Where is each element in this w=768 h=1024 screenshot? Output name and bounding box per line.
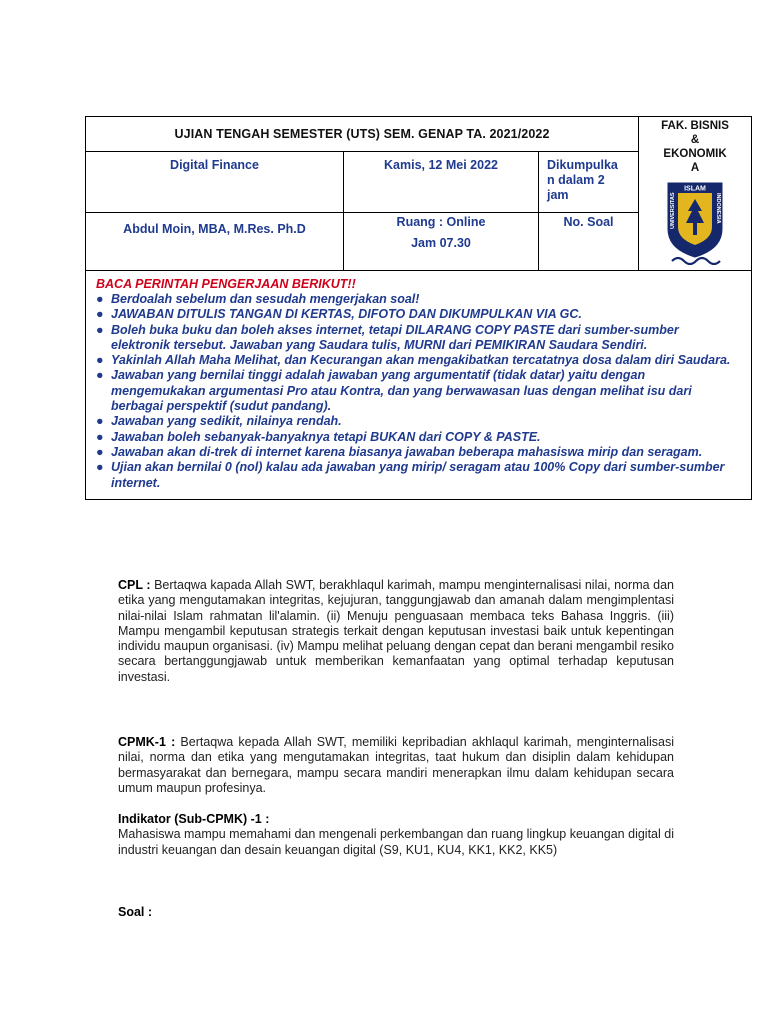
- instruction-item: ● Jawaban yang sedikit, nilainya rendah.: [96, 414, 342, 429]
- cpl-paragraph: [118, 578, 674, 685]
- deadline-line-3: jam: [547, 188, 569, 202]
- deadline-cell: [539, 152, 639, 213]
- cpmk-paragraph: [118, 735, 674, 796]
- bullet-icon: ●: [96, 322, 104, 337]
- instructions-list: [96, 292, 741, 491]
- bullet-icon: ●: [96, 368, 104, 383]
- bullet-icon: ●: [96, 414, 104, 429]
- bullet-icon: ●: [96, 307, 104, 322]
- faculty-line-4: A: [690, 162, 700, 174]
- exam-room: Ruang : Online: [396, 215, 486, 229]
- soal-paragraph: [118, 905, 674, 920]
- indikator-paragraph: [118, 812, 674, 858]
- cpmk-label: CPMK-1 :: [118, 735, 176, 749]
- room-time-cell: [344, 213, 539, 271]
- instruction-item: ● Ujian akan bernilai 0 (nol) kalau ada jawaban yang mirip/ seragam atau 100% Copy dari sumber-sumber internet.: [96, 460, 725, 490]
- bullet-icon: ●: [96, 353, 104, 368]
- faculty-line-3: EKONOMIK: [663, 148, 727, 160]
- indikator-label: Indikator (Sub-CPMK) -1 :: [118, 812, 270, 826]
- bullet-icon: ●: [96, 460, 104, 475]
- bullet-icon: ●: [96, 429, 104, 444]
- deadline-line-1: Dikumpulka: [547, 158, 618, 172]
- instruction-item: ● Boleh buka buku dan boleh akses internet, tetapi DILARANG COPY PASTE dari sumber-sumber elektronik tersebut. Jawaban yang Saudara tulis, MURNI dari PEMIKIRAN Saudara Sendiri.: [96, 322, 679, 352]
- cpmk-text: Bertaqwa kepada Allah SWT, memiliki kepribadian akhlaqul karimah, menginternalisasi nilai, norma dan etika yang mengutamakan integritas, taat hukum dan disiplin dalam kehidupan bermasyarakat dan bernegara, mampu secara mandiri menerapkan ilmu dalam kehidupan secara umum maupun profesinya.: [118, 735, 674, 795]
- logo-text-left: UNIVERSITAS: [670, 192, 677, 229]
- university-logo-icon: [664, 179, 726, 265]
- lecturer-name: Abdul Moin, MBA, M.Res. Ph.D: [86, 213, 344, 271]
- course-name: Digital Finance: [86, 152, 344, 213]
- instructions-box: [86, 271, 752, 500]
- instruction-item: ● Jawaban akan di-trek di internet karena biasanya jawaban beberapa mahasiswa mirip dan seragam.: [96, 444, 703, 459]
- cpl-text: Bertaqwa kapada Allah SWT, berakhlaqul karimah, mampu menginternalisasi nilai, norma dan etika yang mengutamakan integritas, kejujuran, tanggungjawab dan amanah dalam mengimplentasi nilai-nilai Islam rahmatan lil'alamin. (ii) Menuju penguasaan membaca teks Bahasa Inggris. (iii) Mampu mengambil keputusan strategis terkait dengan keputusan investasi baik untuk kepentingan individu maupun organisasi. (iv) Mampu melihat peluang dengan cepat dan berani mengambil resiko secara bertanggungjawab untuk memberikan kemanfaatan yang optimal terhadap keputusan investasi.: [118, 578, 674, 684]
- instruction-item: ● Berdoalah sebelum dan sesudah mengerjakan soal!: [96, 292, 420, 306]
- faculty-line-1: FAK. BISNIS: [661, 120, 729, 132]
- instruction-item: ● Yakinlah Allah Maha Melihat, dan Kecurangan akan mengakibatkan tercatatnya dosa dalam diri Saudara.: [96, 353, 731, 368]
- instruction-item: ● JAWABAN DITULIS TANGAN DI KERTAS, DIFOTO DAN DIKUMPULKAN VIA GC.: [96, 307, 582, 322]
- faculty-cell: [639, 117, 752, 271]
- bullet-icon: ●: [96, 292, 104, 306]
- logo-text-right: INDONESIA: [715, 193, 722, 224]
- exam-time: Jam 07.30: [411, 236, 471, 250]
- exam-date: Kamis, 12 Mei 2022: [344, 152, 539, 213]
- exam-title: UJIAN TENGAH SEMESTER (UTS) SEM. GENAP TA. 2021/2022: [86, 117, 639, 152]
- soal-label: Soal :: [118, 905, 153, 919]
- exam-header-table: [85, 116, 752, 500]
- bullet-icon: ●: [96, 444, 104, 459]
- cpl-label: CPL :: [118, 578, 151, 592]
- instructions-heading: BACA PERINTAH PENGERJAAN BERIKUT!!: [96, 277, 356, 291]
- faculty-line-2: &: [690, 134, 700, 146]
- deadline-line-2: n dalam 2: [547, 173, 605, 187]
- instruction-item: ● Jawaban yang bernilai tinggi adalah jawaban yang argumentatif (tidak datar) yaitu dengan mengemukakan argumentasi Pro atau Kontra, dan yang berwawasan luas dengan melihat isu dari berbagai perspektif (sudut pandang).: [96, 368, 692, 414]
- question-number-label: No. Soal: [539, 213, 639, 271]
- logo-text-top: ISLAM: [684, 185, 706, 193]
- indikator-text: Mahasiswa mampu memahami dan mengenali perkembangan dan ruang lingkup keuangan digital di industri keuangan dan desain keuangan digital (S9, KU1, KU4, KK1, KK2, KK5): [118, 827, 674, 857]
- instruction-item: ● Jawaban boleh sebanyak-banyaknya tetapi BUKAN dari COPY & PASTE.: [96, 429, 541, 444]
- university-logo: [664, 179, 726, 269]
